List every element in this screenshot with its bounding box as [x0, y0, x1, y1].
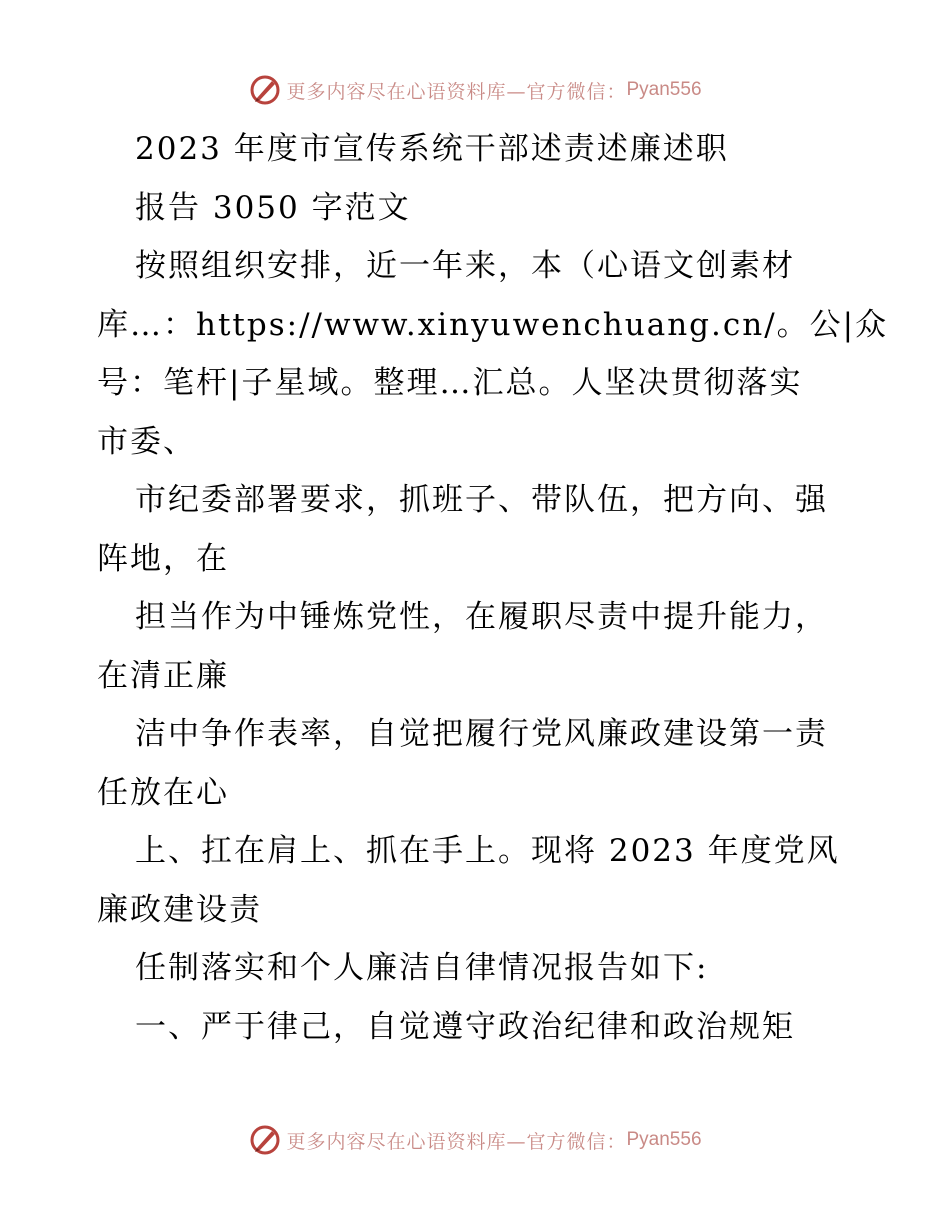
title-line-1: 2023 年度市宣传系统干部述责述廉述职 — [135, 131, 729, 167]
section-heading: 一、严于律己，自觉遵守政治纪律和政治规矩 — [135, 1008, 795, 1045]
paragraph-line: 任制落实和个人廉洁自律情况报告如下: — [135, 950, 709, 986]
pen-logo-icon — [248, 1123, 282, 1157]
paragraph-line: 上、扛在肩上、抓在手上。现将 2023 年度党风 — [135, 833, 840, 869]
document-body — [97, 120, 889, 1056]
paragraph-line: 库…：https://www.xinyuwenchuang.cn/。公|众 — [97, 306, 889, 343]
paragraph-line: 在清正廉 — [97, 657, 229, 694]
watermark-text: 更多内容尽在心语资料库—官方微信： — [286, 1130, 627, 1153]
pen-logo-icon — [248, 73, 282, 107]
paragraph-line: 洁中争作表率，自觉把履行党风廉政建设第一责 — [135, 716, 828, 752]
watermark-handle: Pyan556 — [626, 1129, 702, 1150]
paragraph-line: 任放在心 — [97, 774, 229, 811]
title-line-2: 报告 3050 字范文 — [135, 189, 411, 226]
paragraph-line: 市纪委部署要求，抓班子、带队伍，把方向、强 — [135, 482, 828, 518]
paragraph-line: 按照组织安排，近一年来，本（心语文创素材 — [135, 248, 795, 284]
paragraph-line: 担当作为中锤炼党性，在履职尽责中提升能力， — [135, 599, 828, 635]
header-watermark — [0, 70, 950, 110]
paragraph-line: 市委、 — [97, 423, 196, 460]
footer-watermark — [0, 1120, 950, 1160]
paragraph-line: 阵地，在 — [97, 540, 229, 577]
watermark-text: 更多内容尽在心语资料库—官方微信： — [286, 80, 627, 103]
paragraph-line: 廉政建设责 — [97, 891, 262, 928]
paragraph-line: 号：笔杆|子星域。整理…汇总。人坚决贯彻落实 — [97, 365, 803, 401]
watermark-handle: Pyan556 — [626, 79, 702, 100]
